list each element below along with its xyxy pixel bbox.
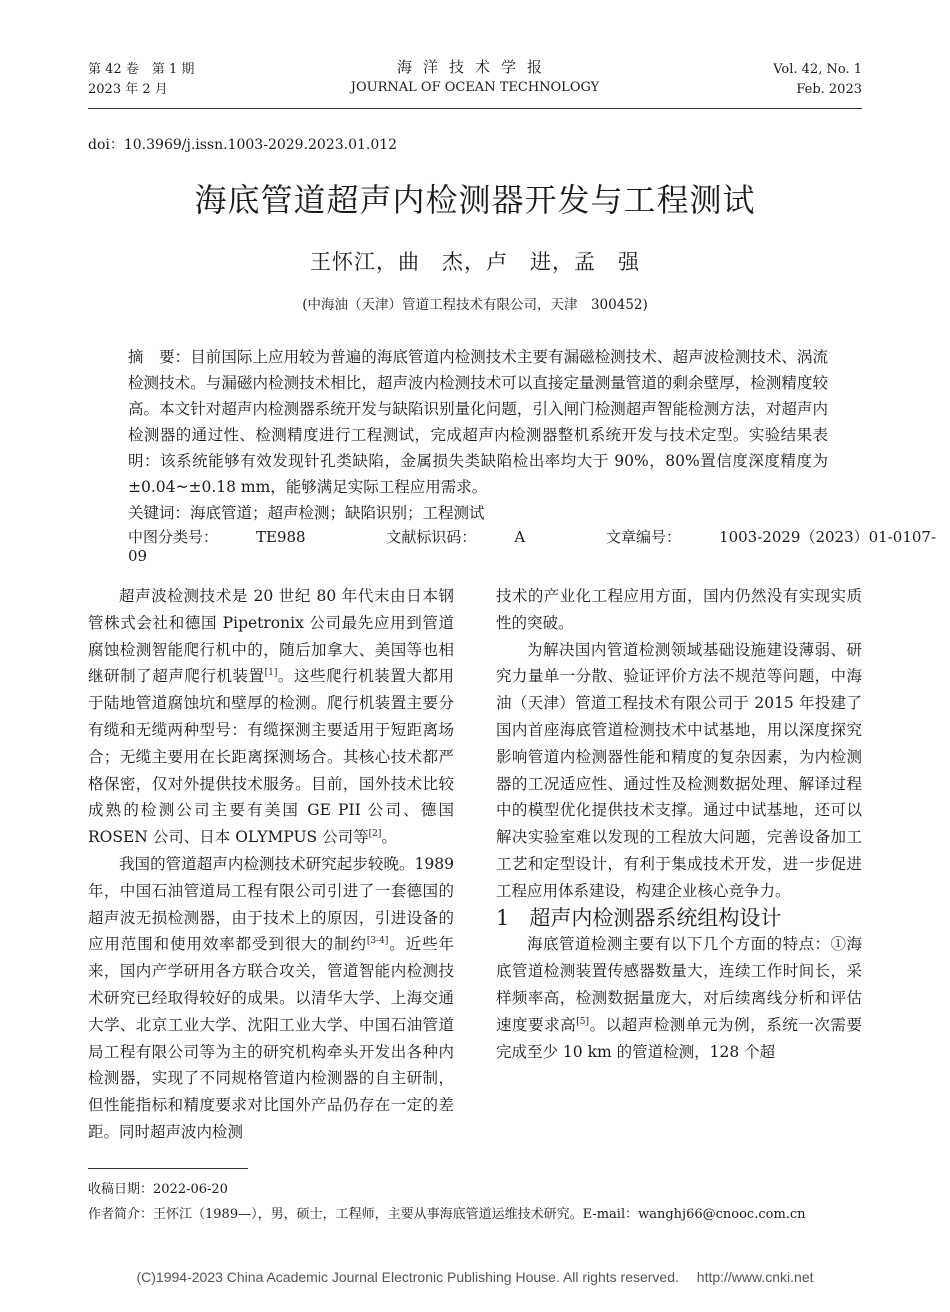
header-issue-en	[773, 60, 862, 100]
section-heading	[496, 905, 862, 932]
abstract-text: 目前国际上应用较为普遍的海底管道内检测技术主要有漏磁检测技术、超声波检测技术、涡流检测技术。与漏磁内检测技术相比，超声波内检测技术可以直接定量测量管道的剩余壁厚，检测精度较高。本文针对超声内检测器系统开发与缺陷识别量化问题，引入闸门检测超声智能检测方法，对超声内检测器的通过性、检测精度进行工程测试，完成超声内检测器整机系统开发与技术定型。实验结果表明：该系统能够有效发现针孔类缺陷，金属损失类缺陷检出率均大于 90%，80%置信度深度精度为±0.04~±0.18 mm，能够满足实际工程应用需求。	[128, 348, 828, 496]
abstract	[128, 344, 828, 500]
paper-title: 海底管道超声内检测器开发与工程测试	[194, 181, 756, 219]
body-paragraph: 为解决国内管道检测领域基础设施建设薄弱、研究力量单一分散、验证评价方法不规范等问题，中海油（天津）管道工程技术有限公司于 2015 年投建了国内首座海底管道检测技术中试基地，用以深度探究影响管道内检测器性能和精度的复杂因素，为内检测器的工况适应性、通过性及检测数据处理、解译过程中的模型优化提供技术支撑。通过中试基地，还可以解决实验室难以发现的工程放大问题，完善设备加工工艺和定型设计，有利于集成技术开发，进一步促进工程应用体系建设，构建企业核心竞争力。	[496, 640, 862, 900]
copyright-notice: (C)1994-2023 China Academic Journal Electronic Publishing House. All rights reserved. http://www.cnki.net	[136, 1269, 814, 1285]
citation[interactable]: [3-4]	[366, 936, 389, 947]
body-paragraph: 技术的产业化工程应用方面，国内仍然没有实现实质性的突破。	[496, 587, 862, 632]
header-date-cn: 2023 年 2 月	[88, 82, 168, 97]
section-number: 1	[496, 905, 510, 930]
body-column-right	[496, 583, 862, 1065]
header-date-en: Feb. 2023	[796, 82, 862, 97]
classification-row	[128, 526, 950, 565]
journal-name-en: JOURNAL OF OCEAN TECHNOLOGY	[350, 80, 600, 95]
body-paragraph: 我国的管道超声内检测技术研究起步较晚。1989 年，中国石油管道局工程有限公司引进了一套德国的超声波无损检测器，由于技术上的原因，引进设备的应用范围和使用效率都受到很大的制约[3-4]。近些年来，国内产学研用各方联合攻关，管道智能内检测技术研究已经取得较好的成果。以清华大学、上海交通大学、北京工业大学、沈阳工业大学、中国石油管道局工程有限公司等为主的研究机构牵头开发出各种内检测器，实现了不同规格管道内检测器的自主研制，但性能指标和精度要求对比国外产品仍存在一定的差距。同时超声波内检测	[88, 854, 454, 1141]
abstract-label: 摘 要：	[128, 348, 191, 366]
keywords-label: 关键词：	[128, 504, 191, 522]
keywords	[128, 500, 828, 526]
affiliation: (中海油（天津）管道工程技术有限公司，天津 300452)	[302, 297, 648, 313]
journal-name-cn: 海洋技术学报	[396, 58, 553, 76]
article-number: 文章编号： 1003-2029（2023）01-0107-09	[128, 528, 937, 565]
section-title: 超声内检测器系统组构设计	[529, 905, 782, 930]
citation[interactable]: [1]	[264, 668, 278, 679]
author-bio: 作者简介：王怀江（1989—），男，硕士，工程师，主要从事海底管道运维技术研究。E-mail：wanghj66@cnooc.com.cn	[88, 1207, 806, 1222]
citation[interactable]: [2]	[368, 829, 382, 840]
body-paragraph: 超声波检测技术是 20 世纪 80 年代末由日本钢管株式会社和德国 Pipetronix 公司最先应用到管道腐蚀检测智能爬行机中的，随后加拿大、美国等也相继研制了超声爬行机装置[1]。这些爬行机装置大都用于陆地管道腐蚀坑和壁厚的检测。爬行机装置主要分有缆和无缆两种型号：有缆探测主要适用于短距离场合；无缆主要用在长距离探测场合。其核心技术都严格保密，仅对外提供技术服务。目前，国外技术比较成熟的检测公司主要有美国 GE PII 公司、德国 ROSEN 公司、日本 OLYMPUS 公司等[2]。	[88, 587, 454, 847]
doc-code: 文献标识码： A	[386, 528, 526, 546]
authors: 王怀江，曲 杰，卢 进，孟 强	[310, 250, 640, 274]
received-date: 收稿日期：2022-06-20	[88, 1182, 228, 1197]
abstract-block	[128, 344, 828, 526]
keywords-text: 海底管道；超声检测；缺陷识别；工程测试	[190, 504, 485, 522]
doi: doi：10.3969/j.issn.1003-2029.2023.01.012	[88, 137, 398, 153]
body-column-left	[88, 583, 454, 1146]
citation[interactable]: [5]	[576, 1016, 590, 1027]
header-volume-issue: 第 42 卷 第 1 期	[88, 62, 195, 77]
clc-code: 中图分类号： TE988	[128, 528, 306, 546]
footnote-divider	[88, 1168, 248, 1169]
header-divider	[88, 108, 862, 109]
header-volume-en: Vol. 42, No. 1	[773, 62, 862, 77]
body-paragraph: 海底管道检测主要有以下几个方面的特点：①海底管道检测装置传感器数量大，连续工作时间长，采样频率高，检测数据量庞大，对后续离线分析和评估速度要求高[5]。以超声检测单元为例，系统一次需要完成至少 10 km 的管道检测，128 个超	[496, 935, 862, 1061]
